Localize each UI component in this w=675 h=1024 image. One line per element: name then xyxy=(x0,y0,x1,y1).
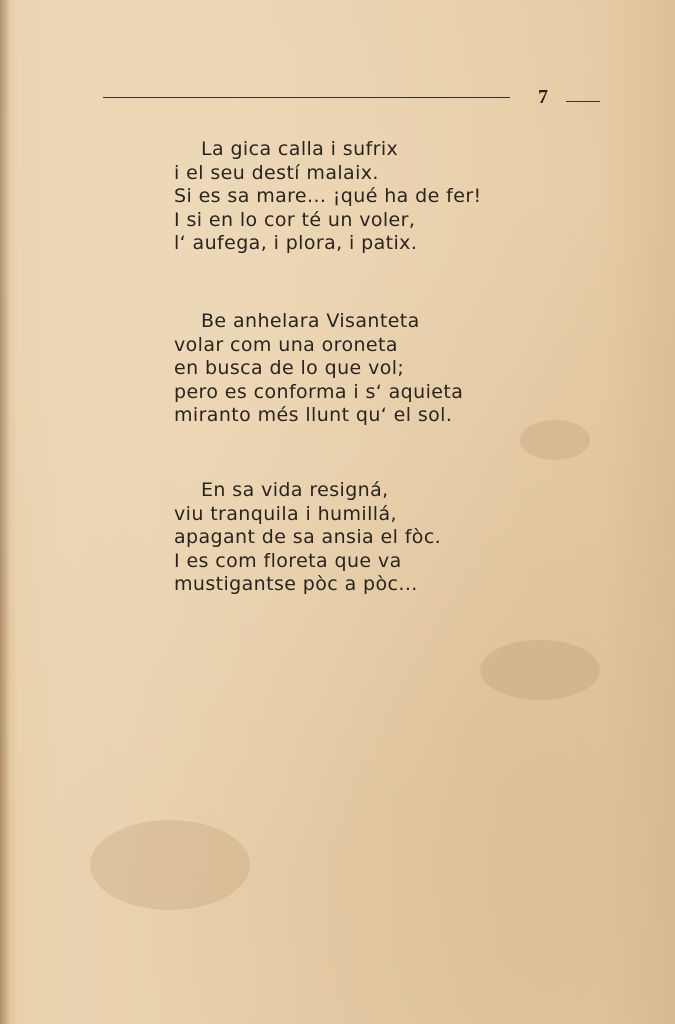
verse-line: pero es conforma i s‘ aquieta xyxy=(174,380,464,403)
header-rule xyxy=(103,97,510,98)
stanza-3 xyxy=(174,479,574,597)
verse-line: l‘ aufega, i plora, i patix. xyxy=(174,232,418,254)
verse-line: I es com floreta que va xyxy=(174,549,402,572)
stanza-2 xyxy=(174,310,574,428)
verse-line: apagant de sa ansia el fòc. xyxy=(174,526,442,548)
verse-line: volar com una oroneta xyxy=(174,333,398,356)
verse-line: En sa vida resigná, xyxy=(201,479,389,501)
header-dash xyxy=(566,101,600,102)
verse-line: miranto més llunt qu‘ el sol. xyxy=(174,404,453,426)
verse-line: mustigantse pòc a pòc... xyxy=(174,573,418,595)
paper-stain xyxy=(480,640,600,700)
stanza-1 xyxy=(174,138,574,256)
verse-line: i el seu destí malaix. xyxy=(174,161,379,184)
spine-shadow xyxy=(0,0,10,1024)
page-number: 7 xyxy=(538,86,548,108)
verse-line: Be anhelara Visanteta xyxy=(201,310,420,332)
verse-line: I si en lo cor té un voler, xyxy=(174,208,416,231)
verse-line: viu tranquila i humillá, xyxy=(174,502,397,525)
verse-line: en busca de lo que vol; xyxy=(174,357,405,379)
verse-line: Si es sa mare... ¡qué ha de fer! xyxy=(174,185,482,207)
verse-line: La gica calla i sufrix xyxy=(201,138,399,160)
paper-stain xyxy=(90,820,250,910)
